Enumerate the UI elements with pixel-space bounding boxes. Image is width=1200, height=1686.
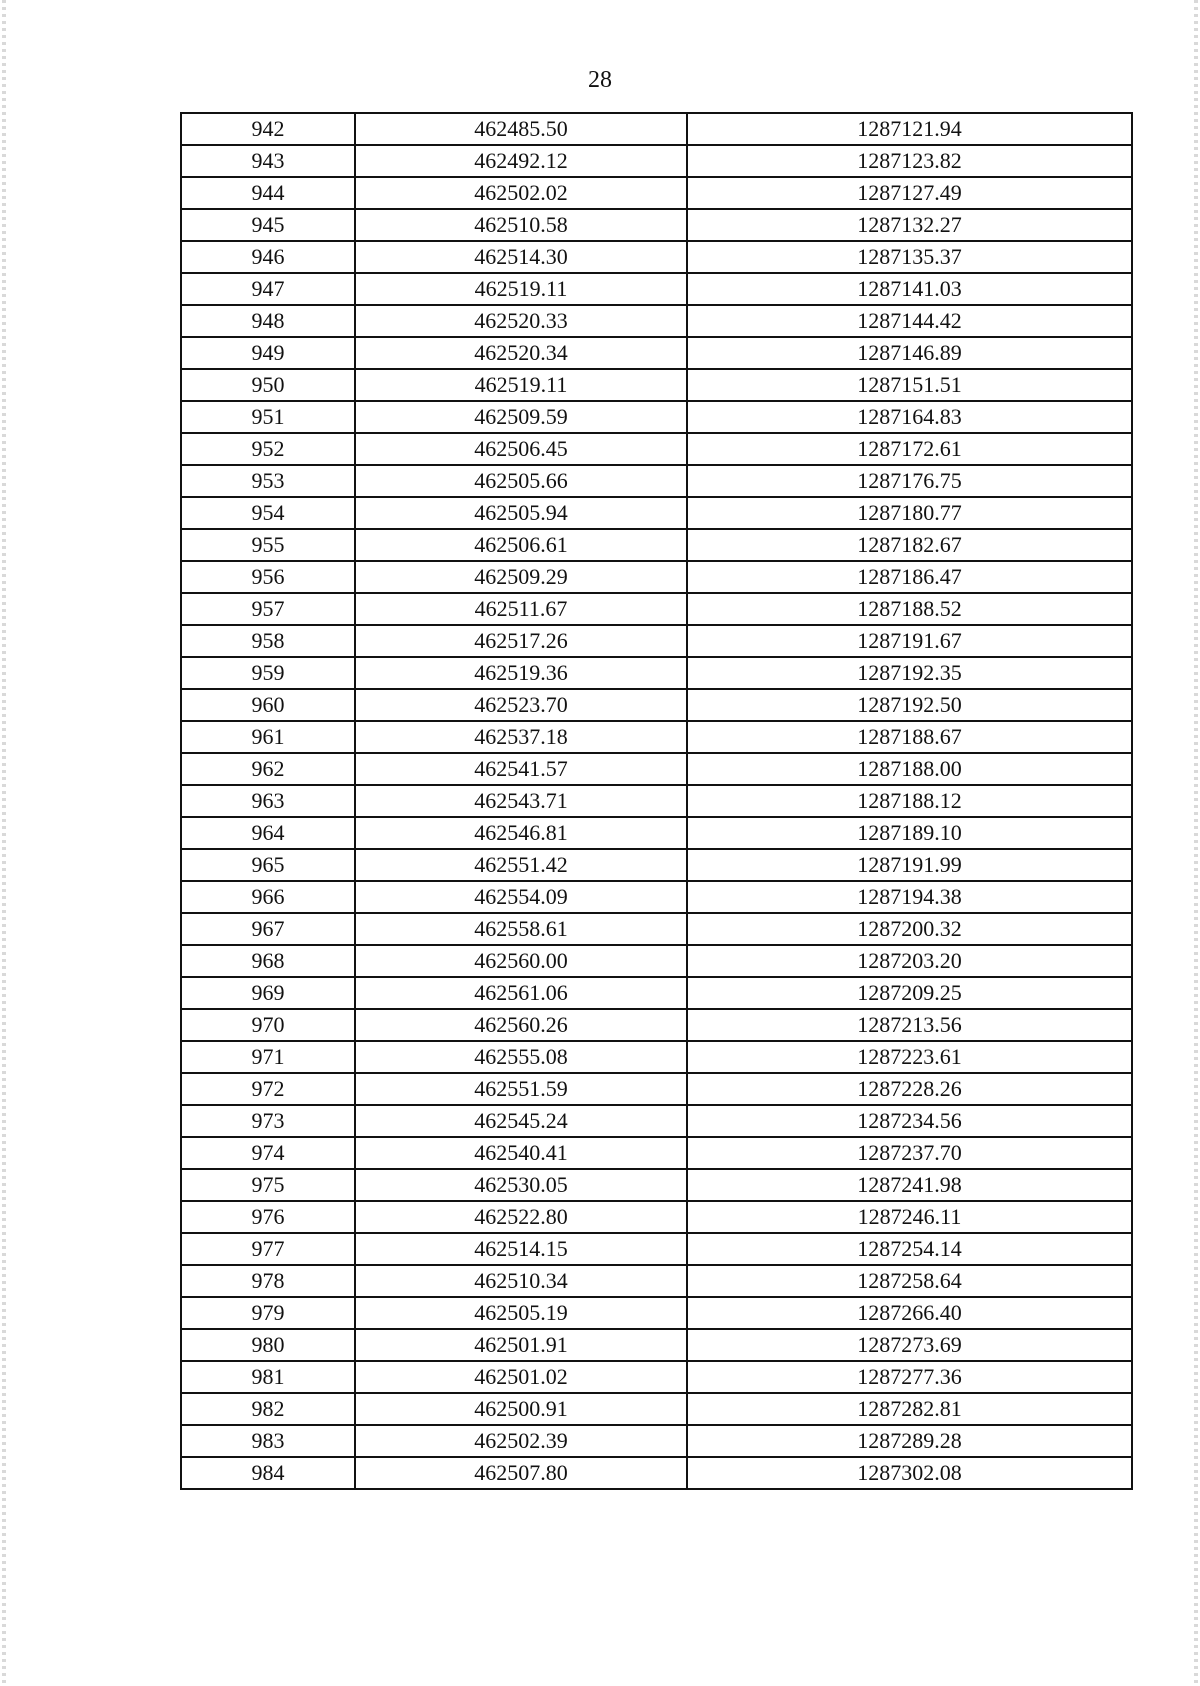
y-coordinate-cell: 1287273.69 (687, 1329, 1132, 1361)
y-coordinate-cell: 1287189.10 (687, 817, 1132, 849)
table-row (181, 817, 1132, 849)
point-number-cell: 951 (181, 401, 355, 433)
y-coordinate-cell: 1287144.42 (687, 305, 1132, 337)
point-number-cell: 969 (181, 977, 355, 1009)
y-coordinate-cell: 1287135.37 (687, 241, 1132, 273)
table-row (181, 881, 1132, 913)
point-number-cell: 979 (181, 1297, 355, 1329)
point-number-cell: 953 (181, 465, 355, 497)
table-row (181, 785, 1132, 817)
table-row (181, 145, 1132, 177)
table-row (181, 1105, 1132, 1137)
y-coordinate-cell: 1287234.56 (687, 1105, 1132, 1137)
x-coordinate-cell: 462554.09 (355, 881, 687, 913)
table-row (181, 1393, 1132, 1425)
table-row (181, 337, 1132, 369)
x-coordinate-cell: 462520.33 (355, 305, 687, 337)
x-coordinate-cell: 462561.06 (355, 977, 687, 1009)
table-row (181, 657, 1132, 689)
point-number-cell: 971 (181, 1041, 355, 1073)
table-row (181, 913, 1132, 945)
x-coordinate-cell: 462502.02 (355, 177, 687, 209)
x-coordinate-cell: 462511.67 (355, 593, 687, 625)
table-row (181, 113, 1132, 145)
point-number-cell: 977 (181, 1233, 355, 1265)
y-coordinate-cell: 1287266.40 (687, 1297, 1132, 1329)
point-number-cell: 948 (181, 305, 355, 337)
point-number-cell: 975 (181, 1169, 355, 1201)
y-coordinate-cell: 1287172.61 (687, 433, 1132, 465)
y-coordinate-cell: 1287192.50 (687, 689, 1132, 721)
table-row (181, 593, 1132, 625)
y-coordinate-cell: 1287200.32 (687, 913, 1132, 945)
point-number-cell: 959 (181, 657, 355, 689)
y-coordinate-cell: 1287182.67 (687, 529, 1132, 561)
point-number-cell: 957 (181, 593, 355, 625)
x-coordinate-cell: 462506.45 (355, 433, 687, 465)
y-coordinate-cell: 1287188.12 (687, 785, 1132, 817)
table-row (181, 1233, 1132, 1265)
y-coordinate-cell: 1287254.14 (687, 1233, 1132, 1265)
x-coordinate-cell: 462530.05 (355, 1169, 687, 1201)
x-coordinate-cell: 462555.08 (355, 1041, 687, 1073)
table-row (181, 1329, 1132, 1361)
point-number-cell: 963 (181, 785, 355, 817)
x-coordinate-cell: 462509.59 (355, 401, 687, 433)
y-coordinate-cell: 1287164.83 (687, 401, 1132, 433)
point-number-cell: 976 (181, 1201, 355, 1233)
table-row (181, 689, 1132, 721)
x-coordinate-cell: 462514.30 (355, 241, 687, 273)
point-number-cell: 964 (181, 817, 355, 849)
point-number-cell: 970 (181, 1009, 355, 1041)
y-coordinate-cell: 1287123.82 (687, 145, 1132, 177)
table-row (181, 1169, 1132, 1201)
x-coordinate-cell: 462551.42 (355, 849, 687, 881)
y-coordinate-cell: 1287246.11 (687, 1201, 1132, 1233)
x-coordinate-cell: 462537.18 (355, 721, 687, 753)
table-row (181, 977, 1132, 1009)
x-coordinate-cell: 462492.12 (355, 145, 687, 177)
point-number-cell: 949 (181, 337, 355, 369)
table-row (181, 1297, 1132, 1329)
y-coordinate-cell: 1287127.49 (687, 177, 1132, 209)
coordinates-table-body (181, 113, 1132, 1489)
point-number-cell: 967 (181, 913, 355, 945)
y-coordinate-cell: 1287241.98 (687, 1169, 1132, 1201)
y-coordinate-cell: 1287194.38 (687, 881, 1132, 913)
y-coordinate-cell: 1287191.99 (687, 849, 1132, 881)
table-row (181, 433, 1132, 465)
table-row (181, 369, 1132, 401)
table-row (181, 1041, 1132, 1073)
point-number-cell: 978 (181, 1265, 355, 1297)
y-coordinate-cell: 1287151.51 (687, 369, 1132, 401)
x-coordinate-cell: 462501.91 (355, 1329, 687, 1361)
y-coordinate-cell: 1287223.61 (687, 1041, 1132, 1073)
y-coordinate-cell: 1287146.89 (687, 337, 1132, 369)
x-coordinate-cell: 462560.00 (355, 945, 687, 977)
x-coordinate-cell: 462540.41 (355, 1137, 687, 1169)
table-row (181, 753, 1132, 785)
y-coordinate-cell: 1287186.47 (687, 561, 1132, 593)
x-coordinate-cell: 462520.34 (355, 337, 687, 369)
point-number-cell: 972 (181, 1073, 355, 1105)
x-coordinate-cell: 462519.36 (355, 657, 687, 689)
point-number-cell: 961 (181, 721, 355, 753)
table-row (181, 625, 1132, 657)
x-coordinate-cell: 462551.59 (355, 1073, 687, 1105)
point-number-cell: 982 (181, 1393, 355, 1425)
point-number-cell: 960 (181, 689, 355, 721)
x-coordinate-cell: 462560.26 (355, 1009, 687, 1041)
table-row (181, 529, 1132, 561)
y-coordinate-cell: 1287203.20 (687, 945, 1132, 977)
y-coordinate-cell: 1287209.25 (687, 977, 1132, 1009)
point-number-cell: 974 (181, 1137, 355, 1169)
point-number-cell: 945 (181, 209, 355, 241)
table-row (181, 1457, 1132, 1489)
x-coordinate-cell: 462523.70 (355, 689, 687, 721)
y-coordinate-cell: 1287176.75 (687, 465, 1132, 497)
point-number-cell: 947 (181, 273, 355, 305)
point-number-cell: 946 (181, 241, 355, 273)
y-coordinate-cell: 1287188.52 (687, 593, 1132, 625)
point-number-cell: 942 (181, 113, 355, 145)
y-coordinate-cell: 1287132.27 (687, 209, 1132, 241)
y-coordinate-cell: 1287258.64 (687, 1265, 1132, 1297)
point-number-cell: 944 (181, 177, 355, 209)
x-coordinate-cell: 462505.19 (355, 1297, 687, 1329)
point-number-cell: 981 (181, 1361, 355, 1393)
y-coordinate-cell: 1287191.67 (687, 625, 1132, 657)
scan-edge-left (2, 0, 6, 1686)
table-row (181, 1265, 1132, 1297)
scan-edge-right (1194, 0, 1198, 1686)
table-row (181, 497, 1132, 529)
page-number: 28 (588, 67, 612, 93)
table-row (181, 1425, 1132, 1457)
table-row (181, 1137, 1132, 1169)
point-number-cell: 952 (181, 433, 355, 465)
point-number-cell: 958 (181, 625, 355, 657)
y-coordinate-cell: 1287192.35 (687, 657, 1132, 689)
point-number-cell: 954 (181, 497, 355, 529)
point-number-cell: 973 (181, 1105, 355, 1137)
y-coordinate-cell: 1287141.03 (687, 273, 1132, 305)
table-row (181, 1361, 1132, 1393)
table-row (181, 241, 1132, 273)
table-row (181, 401, 1132, 433)
x-coordinate-cell: 462522.80 (355, 1201, 687, 1233)
x-coordinate-cell: 462510.34 (355, 1265, 687, 1297)
table-row (181, 209, 1132, 241)
table-row (181, 721, 1132, 753)
x-coordinate-cell: 462502.39 (355, 1425, 687, 1457)
y-coordinate-cell: 1287188.00 (687, 753, 1132, 785)
table-row (181, 1009, 1132, 1041)
point-number-cell: 956 (181, 561, 355, 593)
table-row (181, 945, 1132, 977)
point-number-cell: 983 (181, 1425, 355, 1457)
x-coordinate-cell: 462558.61 (355, 913, 687, 945)
x-coordinate-cell: 462543.71 (355, 785, 687, 817)
x-coordinate-cell: 462517.26 (355, 625, 687, 657)
y-coordinate-cell: 1287213.56 (687, 1009, 1132, 1041)
point-number-cell: 968 (181, 945, 355, 977)
table-row (181, 849, 1132, 881)
table-row (181, 1201, 1132, 1233)
x-coordinate-cell: 462507.80 (355, 1457, 687, 1489)
table-row (181, 465, 1132, 497)
table-row (181, 177, 1132, 209)
x-coordinate-cell: 462519.11 (355, 369, 687, 401)
y-coordinate-cell: 1287228.26 (687, 1073, 1132, 1105)
x-coordinate-cell: 462545.24 (355, 1105, 687, 1137)
table-row (181, 1073, 1132, 1105)
y-coordinate-cell: 1287302.08 (687, 1457, 1132, 1489)
point-number-cell: 966 (181, 881, 355, 913)
y-coordinate-cell: 1287282.81 (687, 1393, 1132, 1425)
y-coordinate-cell: 1287277.36 (687, 1361, 1132, 1393)
table-row (181, 305, 1132, 337)
table-row (181, 273, 1132, 305)
y-coordinate-cell: 1287121.94 (687, 113, 1132, 145)
x-coordinate-cell: 462509.29 (355, 561, 687, 593)
point-number-cell: 950 (181, 369, 355, 401)
y-coordinate-cell: 1287188.67 (687, 721, 1132, 753)
point-number-cell: 965 (181, 849, 355, 881)
point-number-cell: 943 (181, 145, 355, 177)
coordinates-table (180, 112, 1133, 1490)
x-coordinate-cell: 462519.11 (355, 273, 687, 305)
x-coordinate-cell: 462485.50 (355, 113, 687, 145)
point-number-cell: 955 (181, 529, 355, 561)
x-coordinate-cell: 462506.61 (355, 529, 687, 561)
table-row (181, 561, 1132, 593)
point-number-cell: 962 (181, 753, 355, 785)
x-coordinate-cell: 462510.58 (355, 209, 687, 241)
y-coordinate-cell: 1287289.28 (687, 1425, 1132, 1457)
point-number-cell: 980 (181, 1329, 355, 1361)
x-coordinate-cell: 462501.02 (355, 1361, 687, 1393)
x-coordinate-cell: 462505.94 (355, 497, 687, 529)
x-coordinate-cell: 462514.15 (355, 1233, 687, 1265)
x-coordinate-cell: 462505.66 (355, 465, 687, 497)
y-coordinate-cell: 1287237.70 (687, 1137, 1132, 1169)
point-number-cell: 984 (181, 1457, 355, 1489)
y-coordinate-cell: 1287180.77 (687, 497, 1132, 529)
x-coordinate-cell: 462500.91 (355, 1393, 687, 1425)
x-coordinate-cell: 462541.57 (355, 753, 687, 785)
x-coordinate-cell: 462546.81 (355, 817, 687, 849)
